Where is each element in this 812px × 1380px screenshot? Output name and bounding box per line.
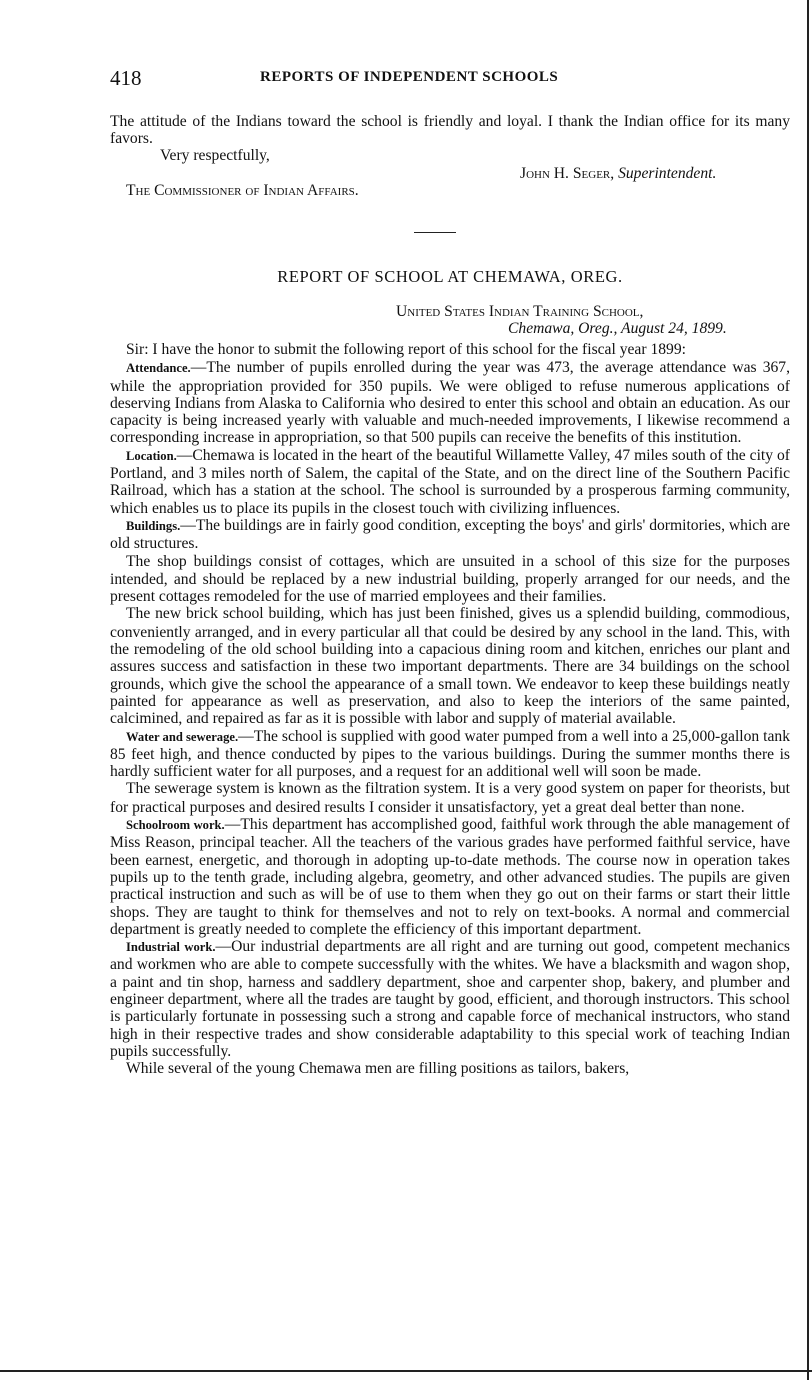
report-title: REPORT OF SCHOOL AT CHEMAWA, OREG.	[277, 267, 623, 286]
paragraph: The shop buildings consist of cottages, which are unsuited in a school of this size for the purposes intended, and should be replaced by a new industrial building, properly arranged for our needs, and the present cottages remodeled for the use of married employees and their families.	[110, 552, 790, 606]
signer-title: Superintendent.	[618, 165, 717, 182]
report-body	[110, 341, 790, 1078]
signer-name: John H. Seger,	[520, 165, 615, 182]
paragraph: Attendance.—The number of pupils enrolled during the year was 473, the average attendance was 367, while the appropriation provided for 350 pupils. We were obliged to refuse numerous applications of deserving Indians from Alaska to California who desired to enter this school and obtain an education. As our capacity is being increased yearly with valuable and much-needed improvements, I likewise recommend a corresponding increase in appropriation, so that 500 pupils can receive the benefits of this institution.	[110, 359, 790, 447]
paragraph: Schoolroom work.—This department has accomplished good, faithful work through the able management of Miss Reason, principal teacher. All the teachers of the various grades have performed faithful service, have been earnest, energetic, and thorough in adopting up-to-date methods. The course now in operation takes pupils up to the tenth grade, including algebra, geometry, and other advanced studies. The pupils are given practical instruction and such as will be of use to them when they go out on their farms or start their little shops. They are taught to think for themselves and not to rely on text-books. A normal and commercial department is greatly needed to complete the efficiency of this important department.	[110, 816, 790, 938]
paragraph: The new brick school building, which has just been finished, gives us a splendid building, commodious, conveniently arranged, and in every particular all that could be desired by any school in the land. This, with the remodeling of the old school building into a capacious dining room and kitchen, enriches our plant and assures success and satisfaction in these two important departments. There are 34 buildings on the school grounds, which give the school the appearance of a small town. We endeavor to keep these buildings neatly painted for appearance as well as preservation, and also to keep the interiors of the same painted, calcimined, and repaired as far as it is possible with labor and supply of material available.	[110, 605, 790, 728]
page-header	[110, 66, 790, 92]
scan-border-right	[807, 0, 809, 1380]
paragraph: Buildings.—The buildings are in fairly good condition, excepting the boys' and girls' dormitories, which are old structures.	[110, 516, 790, 553]
signature	[520, 165, 716, 182]
scan-border-bottom	[0, 1370, 812, 1372]
section-divider	[414, 232, 456, 233]
paragraph: Industrial work.—Our industrial departments are all right and are turning out good, competent mechanics and workmen who are able to compete successfully with the whites. We have a blacksmith and wagon shop, a paint and tin shop, harness and saddlery department, shoe and carpenter shop, bakery, and plumber and engineer department, where all the trades are taught by good, efficient, and thorough instructors. This school is particularly fortunate in possessing such a strong and capable force of mechanical instructors, who stand high in their respective trades and show considerable adaptability to this special work of teaching Indian pupils successfully.	[110, 938, 790, 1060]
running-head: REPORTS OF INDEPENDENT SCHOOLS	[260, 69, 559, 85]
addressee: The Commissioner of Indian Affairs.	[126, 182, 359, 199]
institution-name: United States Indian Training School,	[396, 303, 644, 320]
salutation: Very respectfully,	[160, 147, 270, 164]
place-date: Chemawa, Oreg., August 24, 1899.	[508, 320, 727, 337]
page-number: 418	[110, 66, 142, 90]
paragraph: Water and sewerage.—The school is supplied with good water pumped from a well into a 25,000-gallon tank 85 feet high, and thence conducted by pipes to the various buildings. During the summer months there is hardly sufficient water for all purposes, and a request for an additional well will soon be made.	[110, 727, 790, 781]
paragraph: The sewerage system is known as the filtration system. It is a very good system on paper for theorists, but for practical purposes and desired results I consider it unsatisfactory, yet a great deal better than none.	[110, 780, 790, 816]
paragraph: Sir: I have the honor to submit the following report of this school for the fiscal year 1899:	[126, 341, 686, 358]
paragraph: Location.—Chemawa is located in the heart of the beautiful Willamette Valley, 47 miles south of the city of Portland, and 3 miles north of Salem, the capital of the State, and on the direct line of the Southern Pacific Railroad, which has a station at the school. The school is surrounded by a prosperous farming community, which enables us to place its pupils in the closest touch with civilizing influences.	[110, 446, 790, 517]
paragraph: While several of the young Chemawa men are filling positions as tailors, bakers,	[126, 1060, 630, 1078]
closing-paragraph: The attitude of the Indians toward the school is friendly and loyal. I thank the Indian office for its many favors.	[110, 113, 790, 148]
